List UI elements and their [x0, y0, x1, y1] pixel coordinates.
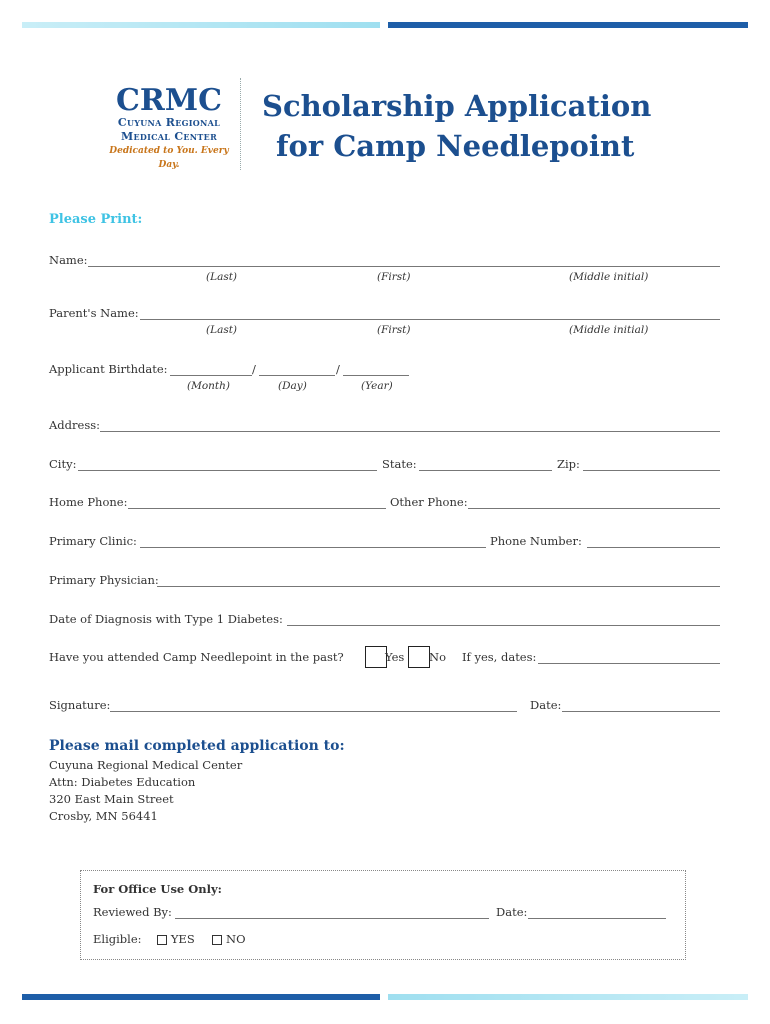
eligible-yes-label: YES	[170, 932, 195, 946]
eligible-no-checkbox[interactable]	[212, 935, 222, 945]
eligible-no-label: NO	[226, 932, 246, 946]
parents-middle-sublabel: (Middle initial)	[569, 324, 649, 336]
attended-no-label: No	[429, 650, 446, 664]
name-input[interactable]	[88, 266, 720, 267]
parents-last-sublabel: (Last)	[206, 324, 238, 336]
primary-clinic-label: Primary Clinic:	[49, 534, 137, 548]
name-middle-sublabel: (Middle initial)	[569, 271, 649, 283]
other-phone-input[interactable]	[468, 508, 720, 509]
mail-heading: Please mail completed application to:	[49, 738, 345, 754]
eligible-row	[93, 932, 246, 946]
parents-first-sublabel: (First)	[377, 324, 411, 336]
top-right-decorative-bar	[388, 22, 748, 28]
home-phone-input[interactable]	[128, 508, 386, 509]
attended-yes-label: Yes	[385, 650, 405, 664]
mail-address-line-4: Crosby, MN 56441	[49, 809, 158, 823]
diagnosis-date-label: Date of Diagnosis with Type 1 Diabetes:	[49, 612, 283, 626]
if-yes-dates-input[interactable]	[538, 663, 720, 664]
title-line-2: for Camp Needlepoint	[276, 129, 635, 163]
zip-input[interactable]	[583, 470, 720, 471]
phone-number-input[interactable]	[587, 547, 720, 548]
office-date-input[interactable]	[528, 918, 666, 919]
birthdate-slash-2: /	[336, 362, 340, 376]
parents-name-label: Parent's Name:	[49, 306, 139, 320]
mail-address-line-1: Cuyuna Regional Medical Center	[49, 758, 243, 772]
logo-name-line-2: Medical Center	[120, 130, 218, 143]
birth-year-sublabel: (Year)	[361, 380, 393, 392]
top-left-decorative-bar	[22, 22, 380, 28]
eligible-label: Eligible:	[93, 932, 142, 946]
signature-label: Signature:	[49, 698, 111, 712]
diagnosis-date-input[interactable]	[287, 625, 720, 626]
crmc-logo	[104, 83, 234, 172]
name-first-sublabel: (First)	[377, 271, 411, 283]
signature-date-label: Date:	[530, 698, 562, 712]
primary-physician-label: Primary Physician:	[49, 573, 159, 587]
birthdate-label: Applicant Birthdate:	[49, 362, 168, 376]
eligible-yes-checkbox[interactable]	[157, 935, 167, 945]
attended-question-label: Have you attended Camp Needlepoint in the past?	[49, 650, 344, 664]
header-divider	[240, 78, 241, 170]
home-phone-label: Home Phone:	[49, 495, 128, 509]
if-yes-dates-label: If yes, dates:	[462, 650, 537, 664]
primary-clinic-input[interactable]	[140, 547, 486, 548]
logo-name-line-1: Cuyuna Regional	[117, 116, 221, 129]
bottom-right-decorative-bar	[388, 994, 748, 1000]
state-label: State:	[382, 457, 417, 471]
name-label: Name:	[49, 253, 88, 267]
address-label: Address:	[49, 418, 101, 432]
reviewed-by-input[interactable]	[175, 918, 489, 919]
logo-tagline: Dedicated to You. Every Day.	[109, 146, 229, 170]
birth-year-input[interactable]	[343, 375, 409, 376]
page-title	[262, 86, 651, 166]
birth-month-input[interactable]	[170, 375, 252, 376]
attended-no-checkbox[interactable]	[408, 646, 430, 668]
state-input[interactable]	[419, 470, 552, 471]
primary-physician-input[interactable]	[157, 586, 720, 587]
please-print-label: Please Print:	[49, 212, 143, 227]
city-input[interactable]	[78, 470, 377, 471]
zip-label: Zip:	[557, 457, 580, 471]
other-phone-label: Other Phone:	[390, 495, 468, 509]
mail-address-line-3: 320 East Main Street	[49, 792, 174, 806]
office-date-label: Date:	[496, 905, 528, 919]
signature-input[interactable]	[110, 711, 517, 712]
birthdate-slash-1: /	[252, 362, 256, 376]
title-line-1: Scholarship Application	[262, 89, 652, 123]
birth-month-sublabel: (Month)	[187, 380, 231, 392]
name-last-sublabel: (Last)	[206, 271, 238, 283]
signature-date-input[interactable]	[562, 711, 720, 712]
mail-address-line-2: Attn: Diabetes Education	[49, 775, 196, 789]
city-label: City:	[49, 457, 77, 471]
attended-yes-checkbox[interactable]	[365, 646, 387, 668]
logo-abbreviation: CRMC	[116, 83, 222, 118]
parents-name-input[interactable]	[140, 319, 720, 320]
phone-number-label: Phone Number:	[490, 534, 582, 548]
address-input[interactable]	[100, 431, 720, 432]
birth-day-input[interactable]	[259, 375, 335, 376]
bottom-left-decorative-bar	[22, 994, 380, 1000]
birth-day-sublabel: (Day)	[278, 380, 307, 392]
office-use-title: For Office Use Only:	[93, 882, 222, 896]
reviewed-by-label: Reviewed By:	[93, 905, 172, 919]
